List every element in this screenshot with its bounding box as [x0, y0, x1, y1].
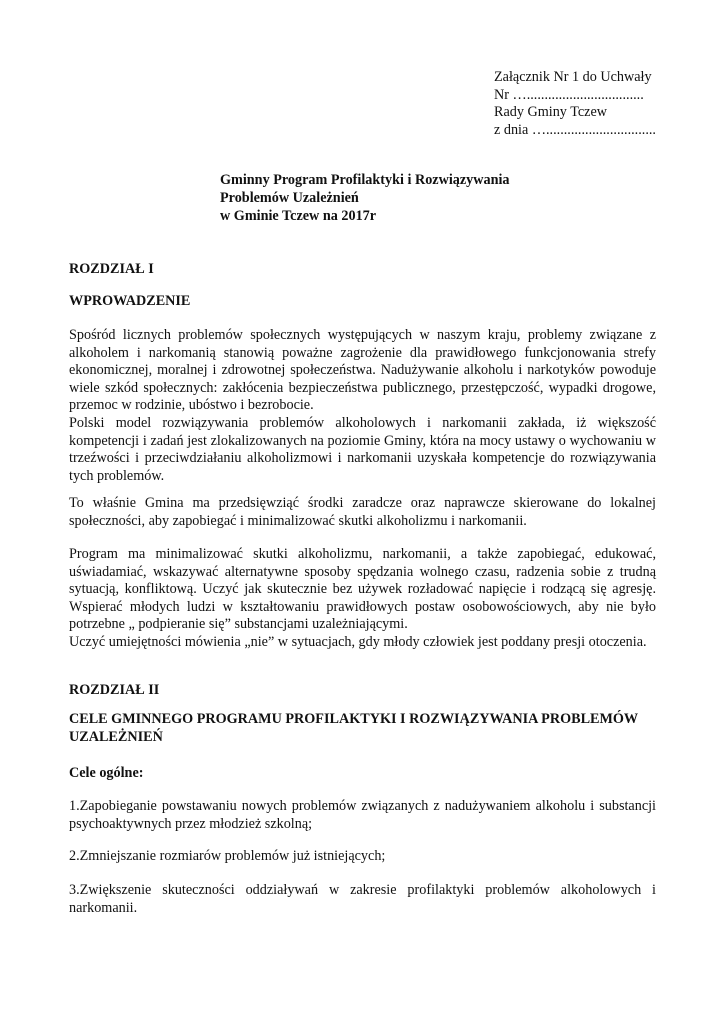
paragraph: Uczyć umiejętności mówienia „nie” w sytuacjach, gdy młody człowiek jest poddany presji otoczenia.: [69, 633, 647, 650]
annex-line: Rady Gminy Tczew: [494, 104, 608, 121]
program-paragraph-block: [69, 546, 656, 652]
paragraph: Polski model rozwiązywania problemów alkoholowych i narkomanii zakłada, iż większość kompetencji i zadań jest zlokalizowanych na poziomie Gminy, która na mocy ustawy o wychowaniu w trzeźwości i przeciwdziałaniu alkoholizmowi i narkomanii uzyskała kompetencje do rozwiązywania tych problemów.: [69, 414, 656, 484]
paragraph: Program ma minimalizować skutki alkoholizmu, narkomanii, a także zapobiegać, edukować, uświadamiać, wskazywać alternatywne sposoby spędzania wolnego czasu, radzenia sobie z trudną sytuacją, konfliktową. Uczyć jak skutecznie bez używek rozładować napięcie i rodzącą się agresję. Wspierać młodych ludzi w kształtowaniu prawidłowych postaw osobowościowych, aby nie było potrzebne „ podpieranie się” substancjami uzależniającymi.: [69, 546, 656, 633]
goals-heading: Cele ogólne:: [69, 765, 144, 781]
chapter-2-label: ROZDZIAŁ II: [69, 682, 160, 698]
paragraph: To właśnie Gmina ma przedsięwziąć środki zaradcze oraz naprawcze skierowane do lokalnej społeczności, aby zapobiegać i minimalizować skutki alkoholizmu i narkomanii.: [69, 495, 656, 529]
chapter-1-heading: WPROWADZENIE: [69, 293, 191, 309]
annex-line: Załącznik Nr 1 do Uchwały: [494, 69, 652, 85]
chapter-1-label: ROZDZIAŁ I: [69, 261, 154, 277]
paragraph: Spośród licznych problemów społecznych występujących w naszym kraju, problemy związane z alkoholem i narkomanią stanowią poważne zagrożenie dla prawidłowego funkcjonowania strefy ekonomicznej, moralnej i zdrowotnej społeczeństwa. Nadużywanie alkoholu i narkotyków powoduje wiele szkód społecznych: zakłócenia bezpieczeństwa publicznego, przestępczość, wypadki drogowe, przemoc w rodzinie, ubóstwo i bezrobocie.: [69, 327, 656, 414]
annex-line: z dnia …...............................: [494, 121, 656, 138]
goal-item: 1.Zapobieganie powstawaniu nowych problemów związanych z nadużywaniem alkoholu i substancji psychoaktywnych przez młodzież szkolną;: [69, 798, 656, 832]
goal-item: 2.Zmniejszanie rozmiarów problemów już istniejących;: [69, 848, 386, 864]
intro-paragraph-block: [69, 327, 656, 485]
annex-line: Nr ….................................: [494, 86, 644, 103]
annex-block: [494, 69, 694, 139]
chapter-2-heading: CELE GMINNEGO PROGRAMU PROFILAKTYKI I ROZWIĄZYWANIA PROBLEMÓW UZALEŻNIEŃ: [69, 711, 638, 745]
title-line: Gminny Program Profilaktyki i Rozwiązywania: [220, 172, 510, 188]
title-line: w Gminie Tczew na 2017r: [220, 208, 377, 224]
goal-item: 3.Zwiększenie skuteczności oddziaływań w zakresie profilaktyki problemów alkoholowych i narkomanii.: [69, 882, 656, 916]
document-title: [220, 172, 510, 226]
title-line: Problemów Uzależnień: [220, 190, 359, 206]
